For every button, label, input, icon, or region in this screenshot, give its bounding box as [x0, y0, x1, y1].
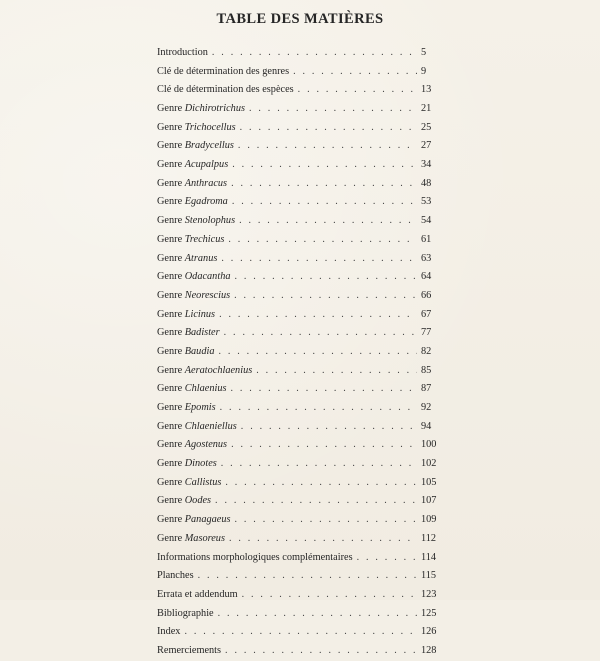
toc-entry-page-number: 115: [421, 570, 437, 582]
toc-entry-label: [157, 81, 294, 100]
dot-leader: [225, 642, 417, 661]
toc-entry-prefix: Introduction: [157, 46, 208, 58]
toc-entry-genus-name: Acupalpus: [184, 159, 229, 171]
toc-entry-prefix: Genre: [157, 215, 185, 227]
toc-entry-prefix: Genre: [157, 327, 185, 339]
toc-entry-page-number: 21: [421, 103, 432, 115]
toc-entry: [157, 306, 445, 325]
toc-entry-genus-name: Chlaenius: [184, 383, 227, 395]
toc-entry: [157, 380, 445, 399]
toc-entry-prefix: Genre: [157, 532, 185, 544]
toc-entry-genus-name: Egadroma: [184, 196, 228, 208]
toc-entry-page-number: 109: [421, 514, 437, 526]
toc-entry: [157, 100, 445, 119]
toc-entry-prefix: Genre: [157, 271, 185, 283]
toc-entry-genus-name: Bradycellus: [184, 140, 234, 152]
toc-entry-prefix: Genre: [157, 476, 185, 488]
toc-entry-prefix: Remerciements: [157, 644, 222, 656]
dot-leader: [229, 530, 417, 549]
toc-entry: [157, 81, 445, 100]
toc-entry-prefix: Clé de détermination des espèces: [157, 84, 294, 96]
toc-entry-label: [157, 44, 208, 63]
toc-entry: [157, 549, 445, 568]
dot-leader: [293, 63, 417, 82]
dot-leader: [221, 250, 417, 269]
dot-leader: [256, 362, 417, 381]
toc-entry-genus-name: Trechicus: [184, 233, 225, 245]
toc-entry: [157, 530, 445, 549]
toc-entry-prefix: Genre: [157, 196, 185, 208]
toc-entry-prefix: Genre: [157, 495, 185, 507]
toc-entry-prefix: Planches: [157, 570, 194, 582]
toc-entry-genus-name: Chlaeniellus: [184, 420, 237, 432]
toc-entry: [157, 231, 445, 250]
toc-entry-prefix: Genre: [157, 420, 185, 432]
toc-entry-label: [157, 362, 252, 381]
dot-leader: [218, 605, 417, 624]
toc-entry-page-number: 112: [421, 532, 437, 544]
toc-entry: [157, 642, 445, 661]
toc-entry: [157, 362, 445, 381]
toc-entry-page-number: 5: [421, 46, 427, 58]
toc-entry-page-number: 102: [421, 458, 437, 470]
toc-entry-label: [157, 642, 221, 661]
dot-leader: [298, 81, 417, 100]
toc-entry-page-number: 100: [421, 439, 437, 451]
dot-leader: [235, 268, 418, 287]
toc-entry-label: [157, 380, 227, 399]
toc-entry-label: [157, 343, 214, 362]
toc-entry: [157, 287, 445, 306]
dot-leader: [238, 137, 417, 156]
dot-leader: [228, 231, 417, 250]
toc-entry: [157, 63, 445, 82]
toc-entry-label: [157, 100, 245, 119]
toc-entry-prefix: Informations morphologiques complémentaires: [157, 551, 353, 563]
toc-entry: [157, 399, 445, 418]
toc-entry-page-number: 85: [421, 364, 432, 376]
toc-entry-label: [157, 287, 230, 306]
toc-entry-genus-name: Agostenus: [184, 439, 228, 451]
toc-entry-prefix: Genre: [157, 458, 185, 470]
dot-leader: [212, 44, 417, 63]
toc-entry-page-number: 126: [421, 626, 437, 638]
toc-entry: [157, 343, 445, 362]
toc-entry-page-number: 107: [421, 495, 437, 507]
toc-entry-label: [157, 623, 180, 642]
toc-entry-label: [157, 250, 217, 269]
toc-entry-genus-name: Aeratochlaenius: [184, 364, 253, 376]
toc-entry-label: [157, 567, 194, 586]
toc-entry-genus-name: Atranus: [184, 252, 218, 264]
toc-entry-page-number: 128: [421, 644, 437, 656]
toc-entry-genus-name: Trichocellus: [184, 121, 236, 133]
toc-entry: [157, 586, 445, 605]
dot-leader: [218, 343, 417, 362]
toc-entry-label: [157, 474, 221, 493]
toc-entry-label: [157, 175, 227, 194]
toc-entry-prefix: Genre: [157, 514, 185, 526]
toc-entry: [157, 493, 445, 512]
toc-entry: [157, 44, 445, 63]
toc-entry-page-number: 105: [421, 476, 437, 488]
toc-entry: [157, 511, 445, 530]
toc-entry-label: [157, 492, 211, 511]
toc-entry-page-number: 54: [421, 215, 432, 227]
toc-entry-label: [157, 605, 214, 624]
dot-leader: [225, 474, 417, 493]
toc-entry: [157, 175, 445, 194]
toc-entry-label: [157, 63, 289, 82]
dot-leader: [357, 549, 417, 568]
toc-entry-label: [157, 306, 215, 325]
dot-leader: [215, 492, 417, 511]
dot-leader: [221, 455, 417, 474]
toc-entry: [157, 436, 445, 455]
toc-entry-page-number: 123: [421, 588, 437, 600]
dot-leader: [240, 119, 417, 138]
toc-entry-page-number: 25: [421, 121, 432, 133]
toc-entry-label: [157, 324, 220, 343]
toc-entry: [157, 137, 445, 156]
toc-entry-label: [157, 231, 224, 250]
toc-entry-prefix: Genre: [157, 177, 185, 189]
toc-entry-label: [157, 530, 225, 549]
toc-entry-genus-name: Odacantha: [184, 271, 231, 283]
dot-leader: [235, 511, 418, 530]
toc-entry: [157, 194, 445, 213]
toc-entry-page-number: 114: [421, 551, 437, 563]
dot-leader: [219, 306, 417, 325]
toc-entry-label: [157, 156, 228, 175]
dot-leader: [231, 380, 418, 399]
toc-entry: [157, 268, 445, 287]
toc-entry: [157, 156, 445, 175]
dot-leader: [249, 100, 417, 119]
toc-entry-page-number: 61: [421, 233, 432, 245]
toc-entry-page-number: 77: [421, 327, 432, 339]
dot-leader: [239, 212, 417, 231]
toc-entry-prefix: Genre: [157, 308, 185, 320]
dot-leader: [220, 399, 417, 418]
dot-leader: [242, 586, 417, 605]
toc-entry: [157, 212, 445, 231]
toc-entry-genus-name: Masoreus: [184, 532, 225, 544]
toc-entry-page-number: 125: [421, 607, 437, 619]
toc-entry-page-number: 13: [421, 84, 432, 96]
toc-entry-label: [157, 193, 228, 212]
toc-entry-prefix: Genre: [157, 345, 185, 357]
toc-entry: [157, 455, 445, 474]
toc-entry-genus-name: Epomis: [184, 402, 216, 414]
toc-entry-genus-name: Licinus: [184, 308, 216, 320]
toc-entry-page-number: 64: [421, 271, 432, 283]
toc-entry-page-number: 92: [421, 402, 432, 414]
toc-entry-label: [157, 268, 231, 287]
table-of-contents: [157, 44, 445, 661]
dot-leader: [241, 418, 417, 437]
toc-entry-page-number: 82: [421, 345, 432, 357]
dot-leader: [184, 623, 417, 642]
toc-entry-label: [157, 455, 217, 474]
toc-entry-prefix: Genre: [157, 121, 185, 133]
dot-leader: [232, 193, 417, 212]
toc-entry-page-number: 87: [421, 383, 432, 395]
dot-leader: [231, 175, 417, 194]
dot-leader: [234, 287, 417, 306]
toc-entry-genus-name: Panagaeus: [184, 514, 231, 526]
toc-entry: [157, 418, 445, 437]
toc-entry: [157, 623, 445, 642]
toc-entry-prefix: Genre: [157, 439, 185, 451]
toc-entry-page-number: 53: [421, 196, 432, 208]
toc-entry: [157, 567, 445, 586]
toc-entry-prefix: Genre: [157, 233, 185, 245]
toc-entry-prefix: Genre: [157, 252, 185, 264]
toc-entry-genus-name: Neorescius: [184, 289, 231, 301]
toc-entry-page-number: 34: [421, 159, 432, 171]
toc-entry-prefix: Genre: [157, 383, 185, 395]
toc-entry-prefix: Genre: [157, 402, 185, 414]
toc-entry: [157, 324, 445, 343]
toc-entry: [157, 605, 445, 624]
toc-entry-genus-name: Dichirotrichus: [184, 103, 245, 115]
toc-entry-prefix: Errata et addendum: [157, 588, 238, 600]
dot-leader: [198, 567, 417, 586]
toc-entry-prefix: Bibliographie: [157, 607, 214, 619]
toc-entry-label: [157, 137, 234, 156]
toc-entry-prefix: Genre: [157, 364, 185, 376]
toc-entry-label: [157, 586, 238, 605]
toc-entry-page-number: 94: [421, 420, 432, 432]
toc-entry: [157, 474, 445, 493]
toc-entry-prefix: Genre: [157, 289, 185, 301]
toc-entry-page-number: 27: [421, 140, 432, 152]
toc-entry-genus-name: Oodes: [184, 495, 212, 507]
toc-entry-genus-name: Callistus: [184, 476, 222, 488]
toc-entry-genus-name: Badister: [184, 327, 220, 339]
toc-entry-page-number: 66: [421, 289, 432, 301]
toc-entry-prefix: Genre: [157, 103, 185, 115]
toc-entry-genus-name: Anthracus: [184, 177, 228, 189]
page-title: TABLE DES MATIÈRES: [216, 11, 384, 27]
toc-entry-label: [157, 119, 236, 138]
toc-entry-label: [157, 399, 216, 418]
toc-entry-page-number: 48: [421, 177, 432, 189]
toc-entry-page-number: 67: [421, 308, 432, 320]
dot-leader: [231, 436, 417, 455]
toc-entry-prefix: Index: [157, 626, 181, 638]
toc-entry-genus-name: Dinotes: [184, 458, 217, 470]
dot-leader: [232, 156, 417, 175]
toc-entry-prefix: Genre: [157, 140, 185, 152]
toc-entry-label: [157, 418, 237, 437]
toc-entry: [157, 119, 445, 138]
toc-entry-label: [157, 436, 227, 455]
toc-entry-prefix: Genre: [157, 159, 185, 171]
toc-entry: [157, 250, 445, 269]
toc-entry-page-number: 63: [421, 252, 432, 264]
dot-leader: [224, 324, 417, 343]
toc-entry-prefix: Clé de détermination des genres: [157, 65, 290, 77]
toc-entry-label: [157, 212, 235, 231]
toc-entry-label: [157, 511, 231, 530]
toc-entry-genus-name: Stenolophus: [184, 215, 236, 227]
toc-entry-page-number: 9: [421, 65, 427, 77]
toc-entry-genus-name: Baudia: [184, 345, 215, 357]
toc-entry-label: [157, 549, 353, 568]
